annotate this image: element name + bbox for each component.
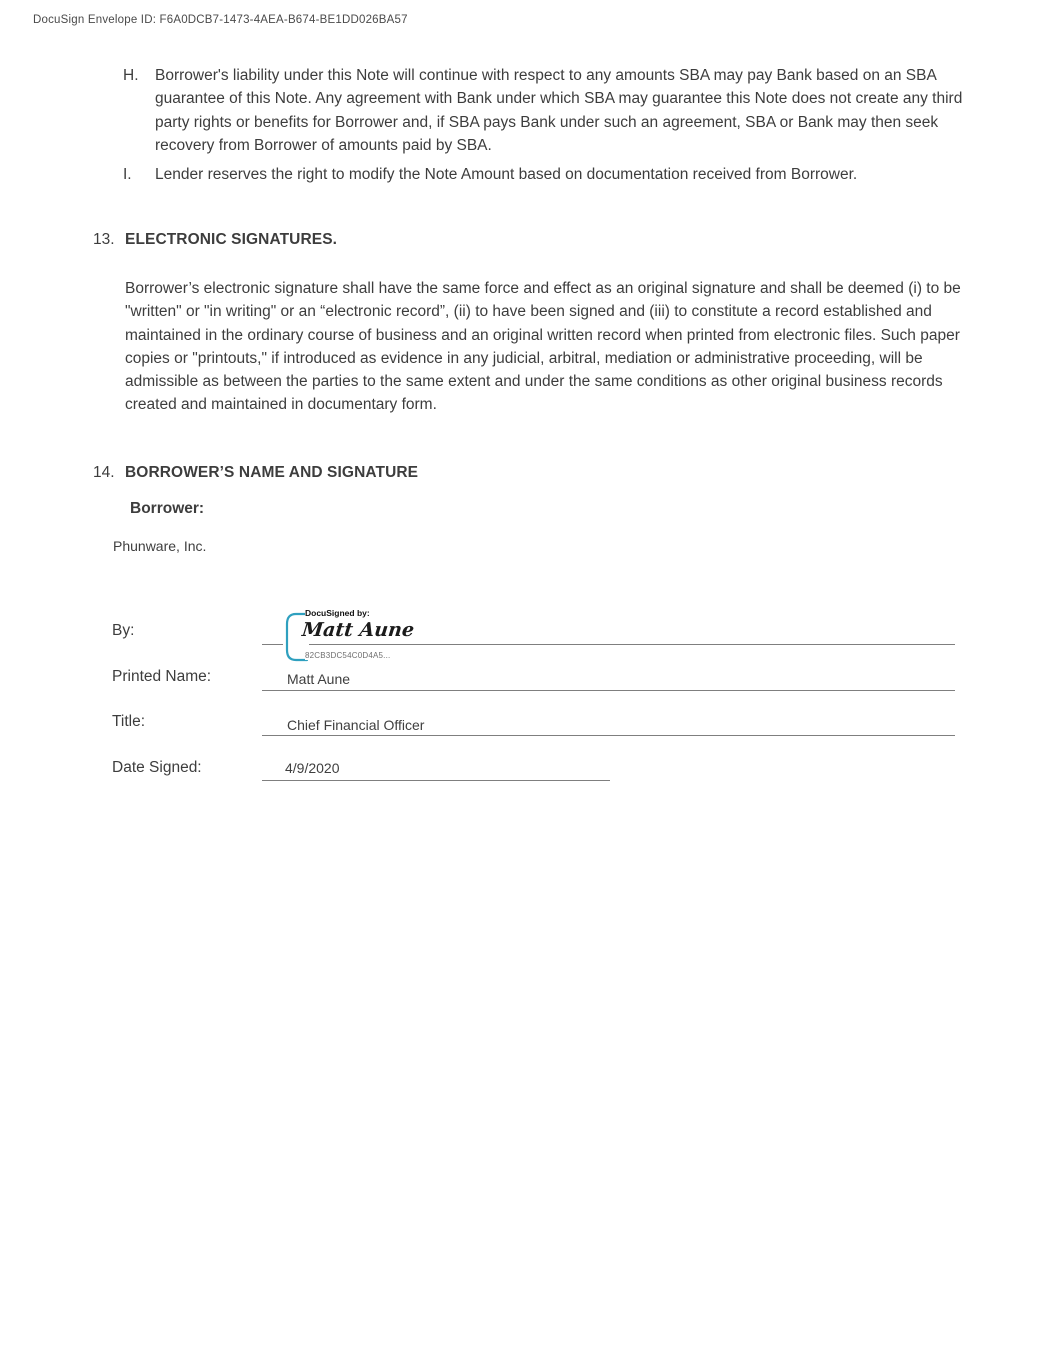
borrower-label: Borrower: xyxy=(130,500,205,517)
section-13-body: Borrower’s electronic signature shall have the same force and effect as an original signature and shall be deemed (i) to be "written" or "in writing" or an “electronic record”, (ii) to have been signed and (iii) to constitute a record established and maintained in the ordinary course of business and an original written record when printed from electronic files. Such paper copies or "printouts," if introduced as evidence in any judicial, arbitral, mediation or administrative proceeding, will be admissible as between the parties to the same extent and under the same conditions as other original business records created and maintained in documentary form. xyxy=(125,280,961,414)
clause-text: Lender reserves the right to modify the Note Amount based on documentation received from Borrower. xyxy=(155,166,858,183)
by-label: By: xyxy=(112,622,135,639)
docusign-stamp-id: 82CB3DC54C0D4A5... xyxy=(305,651,393,660)
clause-letter: I. xyxy=(123,166,132,183)
clause-i xyxy=(123,163,995,186)
printed-name-value: Matt Aune xyxy=(287,671,351,687)
clause-letter: H. xyxy=(123,67,139,84)
printed-name-label: Printed Name: xyxy=(112,668,212,685)
docusign-envelope-id: DocuSign Envelope ID: F6A0DCB7-1473-4AEA-B674-BE1DD026BA57 xyxy=(33,14,408,26)
docusigned-by-label: DocuSigned by: xyxy=(305,608,373,618)
clause-text: Borrower's liability under this Note will continue with respect to any amounts SBA may pay Bank based on an SBA guarantee of this Note. Any agreement with Bank under which SBA may guarantee this Note does not create any third party rights or benefits for Borrower and, if SBA pays Bank under such an agreement, SBA or Bank may then seek recovery from Borrower of amounts paid by SBA. xyxy=(155,67,963,154)
section-13-heading xyxy=(93,231,337,249)
title-line xyxy=(262,735,955,736)
clause-h xyxy=(123,64,995,157)
title-value: Chief Financial Officer xyxy=(287,717,425,733)
date-signed-label: Date Signed: xyxy=(112,759,202,776)
section-title: ELECTRONIC SIGNATURES. xyxy=(125,231,338,248)
docusign-signature-stamp xyxy=(283,608,493,664)
section-number: 14. xyxy=(93,464,115,481)
borrower-company-name: Phunware, Inc. xyxy=(113,538,207,554)
section-number: 13. xyxy=(93,231,115,248)
section-14-heading xyxy=(93,464,418,482)
date-signed-value: 4/9/2020 xyxy=(285,760,340,776)
signature-script: Matt Aune xyxy=(297,619,423,643)
section-title: BORROWER’S NAME AND SIGNATURE xyxy=(125,464,419,481)
printed-name-line xyxy=(262,690,955,691)
title-label: Title: xyxy=(112,713,146,730)
date-signed-line xyxy=(262,780,610,781)
